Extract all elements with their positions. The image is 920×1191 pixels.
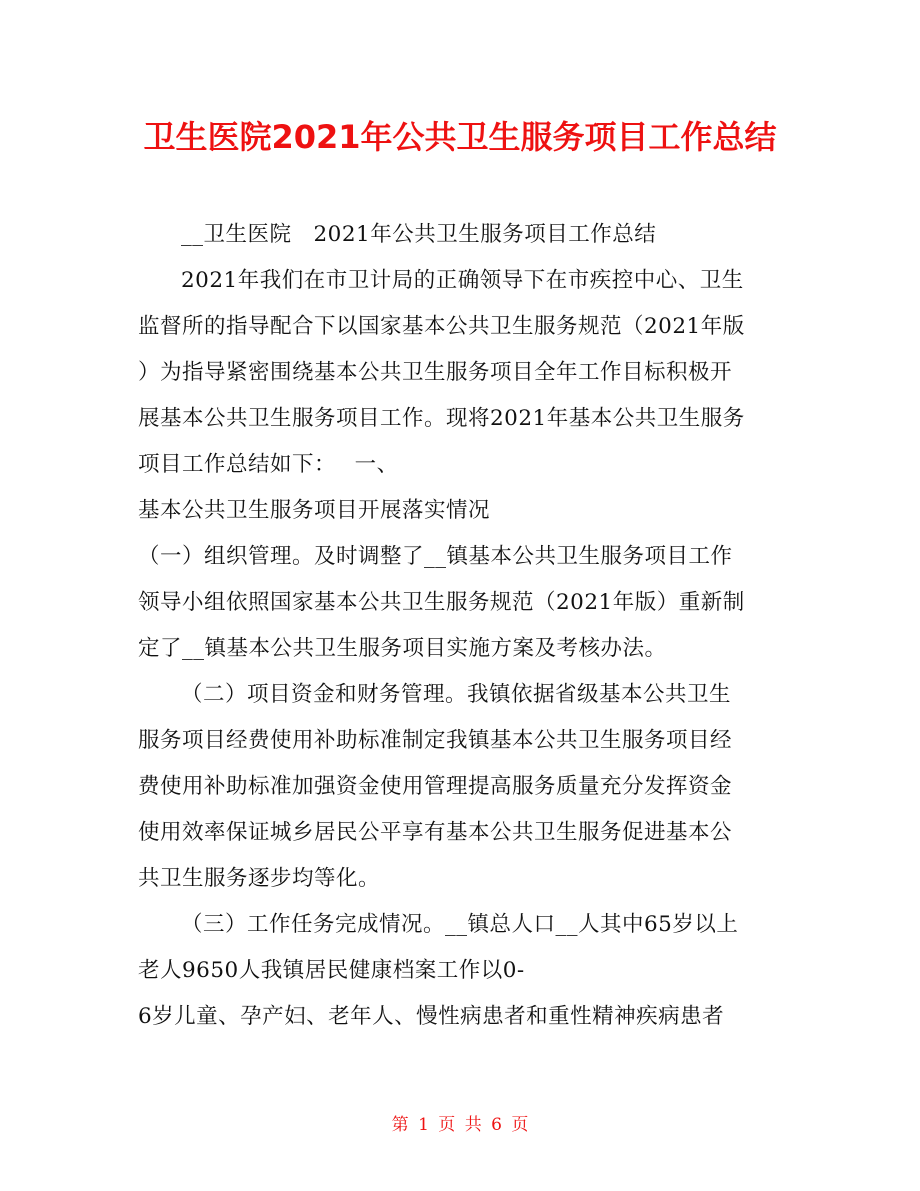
body-line: 老人9650人我镇居民健康档案工作以0- xyxy=(138,958,525,983)
body-line-subtitle: __卫生医院 2021年公共卫生服务项目工作总结 xyxy=(181,222,657,247)
body-line: 项目工作总结如下： 一、 xyxy=(138,452,399,477)
body-line: 领导小组依照国家基本公共卫生服务规范（2021年版）重新制 xyxy=(138,590,745,615)
body-line: 展基本公共卫生服务项目工作。现将2021年基本公共卫生服务 xyxy=(138,406,745,431)
body-line: ）为指导紧密围绕基本公共卫生服务项目全年工作目标积极开 xyxy=(138,360,733,385)
body-line: 定了__镇基本公共卫生服务项目实施方案及考核办法。 xyxy=(138,636,667,661)
body-line: 监督所的指导配合下以国家基本公共卫生服务规范（2021年版 xyxy=(138,314,745,339)
body-line: （一）组织管理。及时调整了__镇基本公共卫生服务项目工作 xyxy=(138,544,733,569)
document-body xyxy=(138,212,788,1040)
document-title: 卫生医院2021年公共卫生服务项目工作总结 xyxy=(143,118,777,156)
body-line: 2021年我们在市卫计局的正确领导下在市疾控中心、卫生 xyxy=(181,268,744,293)
section-heading: 基本公共卫生服务项目开展落实情况 xyxy=(138,498,491,523)
body-line: 6岁儿童、孕产妇、老年人、慢性病患者和重性精神疾病患者 xyxy=(138,1004,725,1029)
body-line: 费使用补助标准加强资金使用管理提高服务质量充分发挥资金 xyxy=(138,774,733,799)
body-line: 服务项目经费使用补助标准制定我镇基本公共卫生服务项目经 xyxy=(138,728,733,753)
body-line: 使用效率保证城乡居民公平享有基本公共卫生服务促进基本公 xyxy=(138,820,733,845)
page-footer: 第 1 页 共 6 页 xyxy=(391,1115,529,1135)
body-line: 共卫生服务逐步均等化。 xyxy=(138,866,381,891)
body-line: （二）项目资金和财务管理。我镇依据省级基本公共卫生 xyxy=(181,682,732,707)
body-line: （三）工作任务完成情况。__镇总人口__人其中65岁以上 xyxy=(181,912,739,937)
